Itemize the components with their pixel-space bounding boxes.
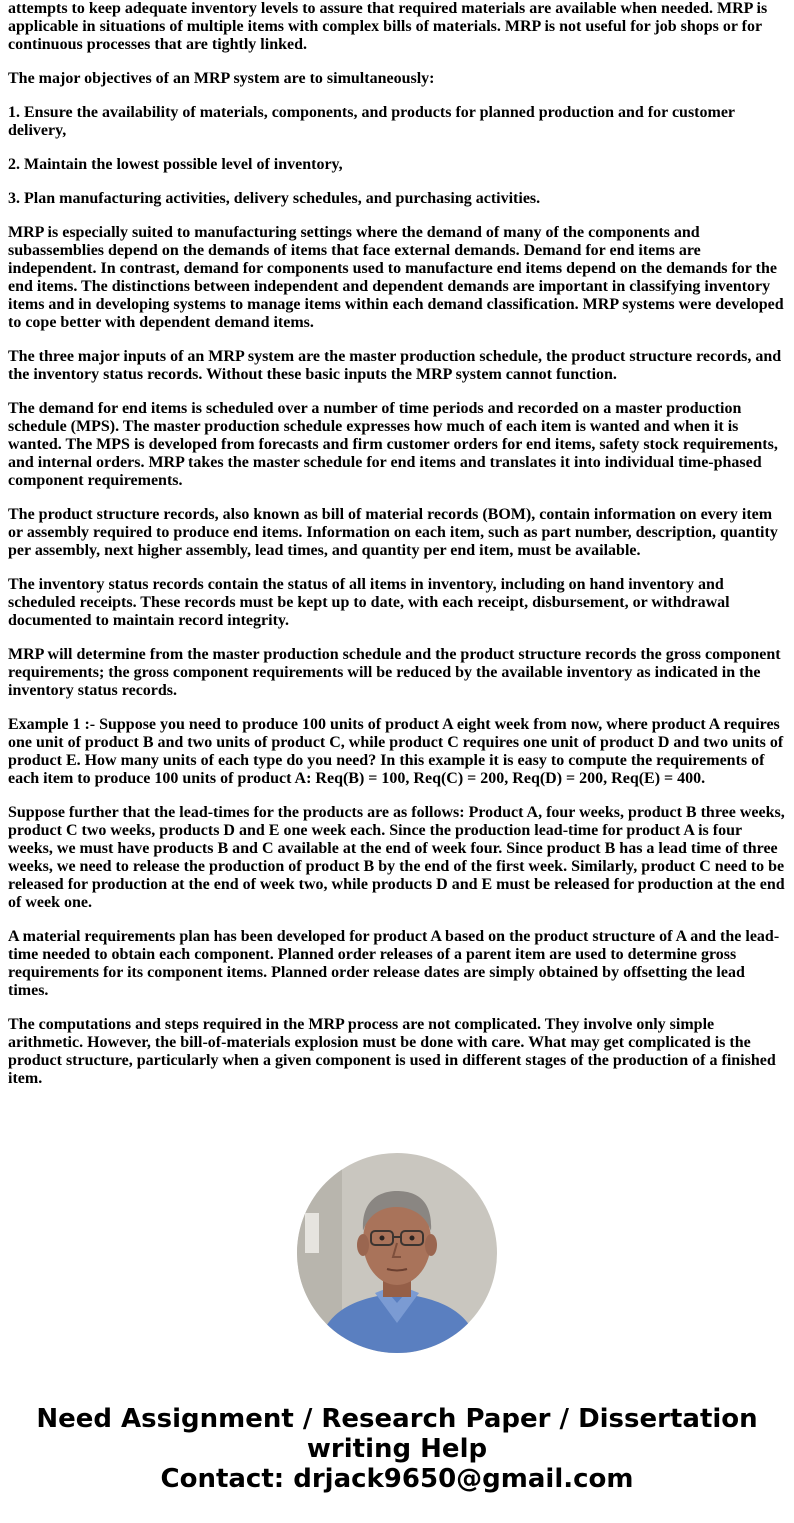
promo-line-1: Need Assignment / Research Paper / Dissertation	[36, 1404, 758, 1434]
article-body	[8, 0, 786, 1104]
avatar-wall-switch	[305, 1213, 319, 1253]
paragraph-mps: The demand for end items is scheduled over a number of time periods and recorded on a master production schedule (MPS). The master production schedule expresses how much of each item is wanted and when it is wanted. The MPS is developed from forecasts and firm customer orders for end items, safety stock requirements, and internal orders. MRP takes the master schedule for end items and translates it into individual time-phased component requirements.	[8, 400, 778, 489]
promo-contact: Contact: drjack9650@gmail.com	[160, 1464, 634, 1494]
paragraph-gross-requirements: MRP will determine from the master production schedule and the product structure records the gross component requirements; the gross component requirements will be reduced by the available inventory as indicated in the inventory status records.	[8, 646, 781, 699]
paragraph-objective-3: 3. Plan manufacturing activities, delivery schedules, and purchasing activities.	[8, 190, 541, 207]
author-portrait-icon	[297, 1153, 497, 1353]
paragraph-objective-1: 1. Ensure the availability of materials, components, and products for planned production and for customer delivery,	[8, 104, 735, 139]
paragraph-lead-times: Suppose further that the lead-times for the products are as follows: Product A, four weeks, product B three weeks, product C two weeks, products D and E one week each. Since the production lead-time for product A is four weeks, we must have products B and C available at the end of week four. Since product B has a lead time of three weeks, we need to release the production of product B by the end of the first week. Similarly, product C need to be released for production at the end of week two, while products D and E must be released for production at the end of week one.	[8, 804, 785, 911]
paragraph-objective-2: 2. Maintain the lowest possible level of inventory,	[8, 156, 343, 173]
paragraph-mrp-intro: attempts to keep adequate inventory levels to assure that required materials are available when needed. MRP is applicable in situations of multiple items with complex bills of materials. MRP is not useful for job shops or for continuous processes that are tightly linked.	[8, 0, 768, 53]
avatar-ear-left	[357, 1234, 369, 1256]
paragraph-major-inputs: The three major inputs of an MRP system are the master production schedule, the product structure records, and the inventory status records. Without these basic inputs the MRP system cannot function.	[8, 348, 782, 383]
paragraph-objectives-heading: The major objectives of an MRP system are to simultaneously:	[8, 70, 435, 87]
paragraph-dependent-demand: MRP is especially suited to manufacturing settings where the demand of many of the components and subassemblies depend on the demands of items that face external demands. Demand for end items are independent. In contrast, demand for components used to manufacture end items depend on the demands for the end items. The distinctions between independent and dependent demands are important in classifying inventory items and in developing systems to manage items within each demand classification. MRP systems were developed to cope better with dependent demand items.	[8, 224, 784, 331]
promo-banner	[0, 1404, 794, 1494]
paragraph-material-plan: A material requirements plan has been developed for product A based on the product structure of A and the lead-time needed to obtain each component. Planned order releases of a parent item are used to determine gross requirements for its component items. Planned order release dates are simply obtained by offsetting the lead times.	[8, 928, 780, 999]
avatar-eye-left	[380, 1236, 385, 1241]
paragraph-bom: The product structure records, also known as bill of material records (BOM), contain information on every item or assembly required to produce end items. Information on each item, such as part number, description, quantity per assembly, next higher assembly, lead times, and quantity per end item, must be available.	[8, 506, 778, 559]
paragraph-example-1: Example 1 :- Suppose you need to produce 100 units of product A eight week from now, where product A requires one unit of product B and two units of product C, while product C requires one unit of product D and two units of product E. How many units of each type do you need? In this example it is easy to compute the requirements of each item to produce 100 units of product A: Req(B) = 100, Req(C) = 200, Req(D) = 200, Req(E) = 400.	[8, 716, 784, 787]
promo-line-2: writing Help	[306, 1434, 488, 1464]
paragraph-computations: The computations and steps required in the MRP process are not complicated. They involve only simple arithmetic. However, the bill-of-materials explosion must be done with care. What may get complicated is the product structure, particularly when a given component is used in different stages of the production of a finished item.	[8, 1016, 776, 1087]
paragraph-inventory-status: The inventory status records contain the status of all items in inventory, including on hand inventory and scheduled receipts. These records must be kept up to date, with each receipt, disbursement, or withdrawal documented to maintain record integrity.	[8, 576, 730, 629]
avatar-ear-right	[425, 1234, 437, 1256]
avatar-eye-right	[410, 1236, 415, 1241]
author-avatar	[297, 1153, 497, 1353]
